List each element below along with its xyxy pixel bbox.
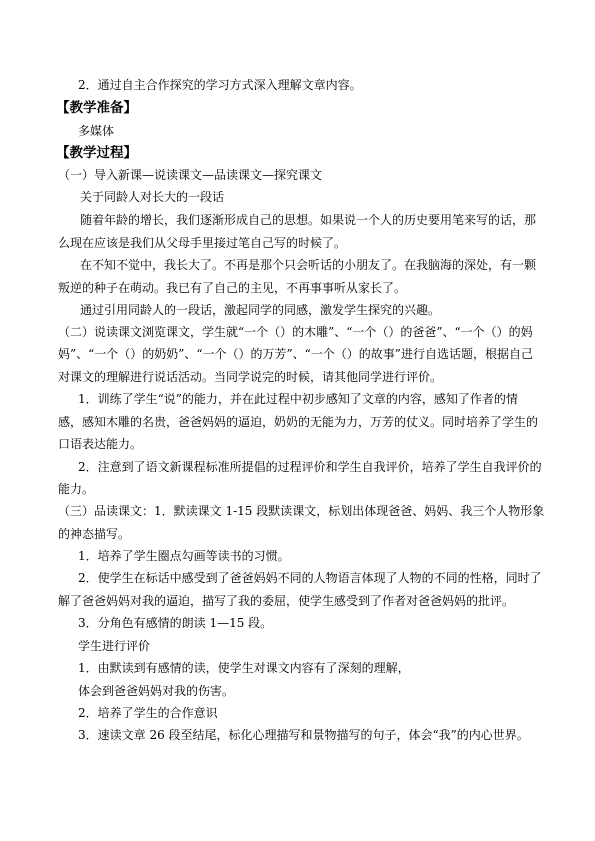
paragraph-line: 1．由默读到有感情的读，使学生对课文内容有了深刻的理解， — [78, 661, 410, 675]
paragraph-line: 解了爸爸妈妈对我的逼迫，描写了我的委屈，使学生感受到了作者对爸爸妈妈的批评。 — [58, 594, 515, 608]
objective-2: 2．通过自主合作探究的学习方式深入理解文章内容。 — [78, 78, 362, 92]
paragraph-line: 的神态描写。 — [58, 527, 131, 541]
paragraph-line: 感，感知木雕的名贵，爸爸妈妈的逼迫，奶奶的无能为力，万芳的仗义。同时培养了学生的 — [58, 415, 539, 429]
paragraph-line: 在不知不觉中，我长大了。不再是那个只会听话的小朋友了。在我脑海的深处，有一颗 — [80, 258, 537, 272]
paragraph-line: 学生进行评价 — [78, 639, 151, 653]
paragraph-line: 么现在应该是我们从父母手里接过笔自己写的时候了。 — [58, 236, 347, 250]
paragraph-line: 3．速读文章 26 段至结尾，标化心理描写和景物描写的句子，体会“我”的内心世界。 — [78, 728, 529, 742]
section-heading-process: 【教学过程】 — [56, 145, 137, 161]
paragraph-line: 3．分角色有感情的朗读 1—15 段。 — [78, 616, 273, 630]
paragraph-line: 随着年龄的增长，我们逐渐形成自己的思想。如果说一个人的历史要用笔来写的话，那 — [80, 213, 537, 227]
paragraph-line: 关于同龄人对长大的一段话 — [80, 190, 225, 204]
paragraph-line: 对课文的理解进行说话活动。当同学说完的时候，请其他同学进行评价。 — [58, 370, 443, 384]
paragraph-line: 通过引用同龄人的一段话，激起同学的同感，激发学生探究的兴趣。 — [80, 303, 441, 317]
paragraph-line: 口语表达能力。 — [58, 437, 143, 451]
paragraph-line: 2．使学生在标话中感受到了爸爸妈妈不同的人物语言体现了人物的不同的性格，同时了 — [78, 571, 542, 585]
paragraph-line: 能力。 — [58, 482, 95, 496]
paragraph-line: 妈”、“一个（）的奶奶”、“一个（）的万芳”、“一个（）的故事”进行自选话题，根据自己 — [58, 347, 533, 361]
section-heading-preparation: 【教学准备】 — [56, 100, 137, 116]
paragraph-line: 叛逆的种子在萌动。我已有了自己的主见，不再事事听从家长了。 — [58, 281, 407, 295]
paragraph-line: 2．注意到了语文新课程标准所提倡的过程评价和学生自我评价，培养了学生自我评价的 — [78, 460, 542, 474]
step-1-title: （一）导入新课—说读课文—品读课文—探究课文 — [58, 168, 323, 182]
paragraph-line: 2．培养了学生的合作意识 — [78, 706, 218, 720]
paragraph-line: 体会到爸爸妈妈对我的伤害。 — [78, 684, 235, 698]
preparation-content: 多媒体 — [78, 124, 115, 138]
step-2-title: （二）说读课文浏览课文，学生就“一个（）的木雕”、“一个（）的爸爸”、“一个（）的妈 — [58, 325, 533, 339]
paragraph-line: 1．训练了学生“说”的能力，并在此过程中初步感知了文章的内容，感知了作者的情 — [78, 392, 518, 406]
paragraph-line: 1．培养了学生圈点勾画等读书的习惯。 — [78, 549, 290, 563]
step-3-title: （三）品读课文：1．默读课文 1-15 段默读课文，标划出体现爸爸、妈妈、我三个人物形象 — [58, 504, 545, 518]
